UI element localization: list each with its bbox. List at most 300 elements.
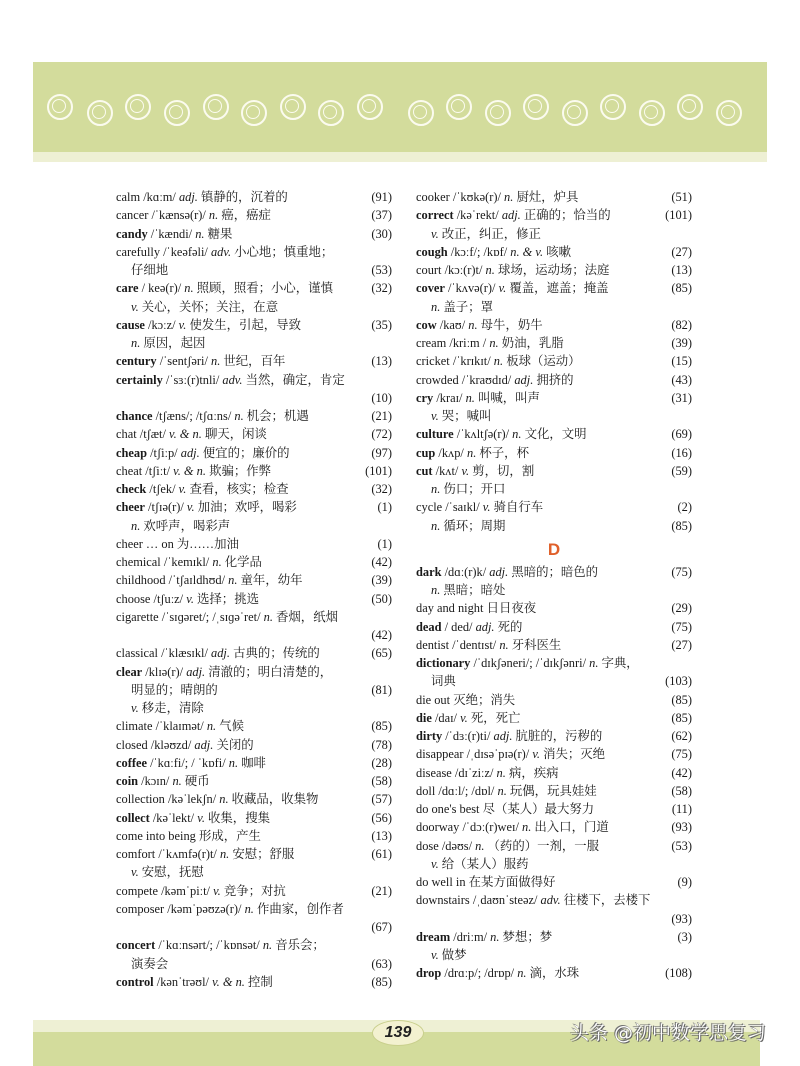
entry-part-of-speech: v. [482,500,491,515]
vocab-entry [416,618,692,636]
entry-part-of-speech: v. [131,865,139,880]
vocab-entry [116,498,392,516]
entry-part-of-speech: adj. [178,190,198,204]
ring-icon [47,94,73,120]
entry-continuation [416,480,692,498]
entry-page-ref: (82) [671,317,692,332]
entry-page-ref: (75) [671,619,692,634]
entry-page-ref: (85) [671,692,692,707]
entry-phonetic: /kəˈlekt/ [152,810,195,825]
entry-definition: 音乐会； [275,938,325,953]
entry-definition: 做梦 [441,948,467,962]
entry-word: cover [416,281,445,296]
entry-page-ref: (57) [371,792,392,807]
vocab-entry [416,964,692,982]
entry-part-of-speech: n. [431,482,441,496]
entry-page-ref: (39) [671,336,692,350]
entry-definition: 咖啡 [241,755,266,770]
entry-page-ref: (78) [371,737,392,752]
entry-word: crowded [416,372,459,387]
entry-word: candy [116,226,148,241]
vocab-entry [416,425,692,443]
entry-page-ref: (42) [671,765,692,780]
entry-part-of-speech: n. & v. [510,244,544,259]
entry-definition: 黑暗的；暗色的 [511,564,599,579]
vocab-entry [116,608,392,626]
entry-definition: 日日夜夜 [486,601,537,616]
entry-definition: 牙科医生 [511,637,562,652]
vocab-entry [416,188,692,206]
entry-word: composer [116,901,165,916]
entry-phonetic: /ˈkrɪkɪt/ [452,354,491,369]
entry-part-of-speech: v. [532,747,541,762]
entry-phonetic: /ˈkʌmfə(r)t/ [158,847,217,861]
entry-part-of-speech: n. [431,299,441,314]
entry-definition: 为……加油 [176,536,239,551]
entry-phonetic: /ˈkemɪkl/ [163,555,210,569]
entry-word: dictionary [416,656,471,670]
entry-phonetic: /tʃɪə(r)/ [148,500,184,515]
entry-part-of-speech: adj. [501,208,521,223]
vocab-entry [416,636,692,654]
entry-page-ref: (9) [677,875,692,889]
entry-part-of-speech: n. [431,583,441,597]
entry-continuation [416,581,692,599]
entry-definition: 奶油，乳脂 [501,336,564,350]
entry-word: collect [116,810,150,825]
entry-continuation [116,334,392,352]
entry-definition: 死的 [497,619,523,634]
entry-definition: 球场，运动场；法庭 [497,263,610,277]
vocab-entry [116,644,392,662]
entry-part-of-speech: adj. [180,445,200,460]
entry-page-ref: (56) [371,810,392,825]
entry-page-ref: (30) [371,226,392,241]
vocab-entry [116,535,392,553]
entry-part-of-speech: v. [431,856,439,871]
entry-part-of-speech: v. [431,948,439,962]
entry-page-ref: (63) [371,956,392,971]
entry-phonetic: /kaʊ/ [439,317,466,332]
entry-definition: 便宜的；廉价的 [202,445,290,460]
entry-page-ref: (13) [671,263,692,277]
ring-icon [446,94,472,120]
entry-part-of-speech: n. [517,966,527,981]
entry-phonetic: /ˈkænsə(r)/ [151,208,206,223]
entry-definition: 童年，幼年 [240,573,303,588]
vocab-entry [416,837,692,855]
entry-part-of-speech: n. [206,719,217,734]
vocab-entry [416,316,692,334]
vocab-entry [416,654,692,672]
entry-word: check [116,482,147,496]
vocab-entry [416,745,692,763]
entry-continuation [116,699,392,717]
entry-word: comfort [116,847,156,861]
entry-word: doorway [416,820,460,835]
entry-definition: 板球（运动） [506,354,581,369]
entry-definition: 消失；灭绝 [543,747,606,762]
vocab-entry [116,352,392,370]
entry-page-ref: (93) [671,820,692,835]
vocab-entry [416,444,692,462]
entry-page-ref: (72) [371,427,392,442]
entry-definition: 改正，纠正，修正 [441,226,541,241]
vocab-entry [416,599,692,617]
entry-part-of-speech: v. & n. [169,427,202,442]
entry-definition: 骑自行车 [493,500,544,515]
entry-phonetic: /dɪˈziːz/ [454,765,494,780]
entry-word: carefully [116,244,161,259]
entry-page-ref: (53) [371,263,392,277]
ring-icon [203,94,229,120]
entry-part-of-speech: adj. [186,664,206,679]
entry-phonetic: /kriːm / [449,336,487,350]
vocab-entry [416,800,692,818]
vocab-entry [116,663,392,681]
entry-definition: 欢呼声，喝彩声 [143,518,231,533]
entry-definition: 演奏会 [131,956,169,971]
entry-phonetic: /klɪə(r)/ [145,664,184,679]
entry-page-ref: (1) [377,536,392,551]
entry-definition: 玩偶，玩具娃娃 [509,783,597,798]
vocab-entry [116,480,392,498]
entry-definition: 字典， [601,656,639,670]
entry-part-of-speech: n. [512,427,522,442]
entry-phonetic: /ˈdɜː(r)ti/ [445,729,491,743]
entry-continuation [416,225,692,243]
entry-page-ref: (93) [671,911,692,926]
entry-part-of-speech: v. [498,281,507,296]
entry-part-of-speech: v. [186,500,195,515]
entry-definition: 选择；挑选 [197,591,259,606]
entry-word: cry [416,390,434,405]
entry-phonetic: /dəʊs/ [441,838,473,853]
entry-part-of-speech: n. [468,317,478,332]
entry-page-ref: (85) [671,281,692,296]
entry-definition: 加油；欢呼，喝彩 [197,500,297,515]
entry-phonetic: /ˈkʌvə(r)/ [448,281,496,296]
entry-part-of-speech: adv. [222,372,243,387]
ring-icon [677,94,703,120]
entry-definition: 往楼下，去楼下 [563,893,651,908]
ring-icon [716,100,742,126]
entry-definition: 梦想；梦 [502,929,553,944]
entry-definition: 古典的；传统的 [233,646,320,661]
entry-word: cheap [116,445,147,460]
entry-page-ref: (37) [371,208,392,223]
entry-continuation [116,517,392,535]
entry-part-of-speech: n. [244,901,254,916]
entry-word: compete [116,883,158,898]
vocab-entry [116,754,392,772]
entry-word: closed [116,737,148,752]
vocab-entry [116,772,392,790]
entry-part-of-speech: n. [172,774,182,788]
entry-definition: 关心，关怀；关注，在意 [141,299,279,314]
entry-definition: 竞争；对抗 [223,883,286,898]
entry-word: clear [116,664,143,679]
entry-word: cricket [416,354,450,369]
ring-icon [408,100,434,126]
entry-continuation [116,863,392,881]
ring-icon [600,94,626,120]
entry-part-of-speech: n. [589,656,599,670]
entry-word: dream [416,929,451,944]
entry-definition: 肮脏的，污秽的 [515,729,603,743]
entry-page-ref: (67) [371,920,392,934]
entry-part-of-speech: n. [467,445,477,460]
entry-phonetic: /kəˈlekʃn/ [167,792,217,807]
entry-phonetic: /ˈtʃaɪldhʊd/ [168,573,226,588]
entry-phonetic: /kəmˈpiːt/ [161,883,210,898]
vocab-entry [116,973,392,991]
entry-word: die [416,710,432,725]
vocab-entry [416,873,692,891]
entry-word: disappear [416,747,464,762]
vocab-entry [416,818,692,836]
entry-part-of-speech: v. [460,710,468,725]
entry-part-of-speech: adj. [194,737,214,752]
entry-page-ref: (50) [371,591,392,606]
entry-word: cow [416,317,437,332]
entry-definition: 滴，水珠 [529,966,580,981]
entry-word: collection [116,792,165,807]
entry-phonetic: /driːm/ [453,929,488,944]
entry-word: dentist [416,637,450,652]
entry-definition: 明显的；晴朗的 [131,682,218,697]
entry-definition: 拥挤的 [536,372,574,387]
entry-word: dark [416,564,442,579]
entry-page-ref: (85) [671,518,692,533]
entry-page-ref: (75) [671,747,692,762]
entry-part-of-speech: n. [485,263,495,277]
entry-page-ref: (13) [371,354,392,369]
entry-definition: 世纪，百年 [223,354,286,369]
vocab-entry [416,261,692,279]
entry-part-of-speech: v. [431,226,439,241]
entry-page-ref: (85) [371,974,392,989]
entry-continuation [116,955,392,973]
entry-page-ref: (81) [371,682,392,697]
entry-definition: 出入口，门道 [534,820,609,835]
entry-definition: 循环；周期 [443,518,506,533]
entry-part-of-speech: n. [131,518,141,533]
vocab-entry [416,928,692,946]
entry-definition: 叫喊，叫声 [477,390,540,405]
entry-continuation [416,910,692,928]
entry-definition: 照顾，照看；小心，谨慎 [196,281,333,296]
entry-page-ref: (1) [377,500,392,515]
entry-definition: 病，疾病 [508,765,559,780]
header-strip [33,152,767,162]
vocab-entry [116,188,392,206]
entry-definition: 仔细地 [131,263,169,277]
entry-definition: 黑暗；暗处 [443,583,506,597]
entry-phonetic: /kɔːf/; /kɒf/ [450,244,508,259]
vocab-entry [116,936,392,954]
entry-part-of-speech: v. [213,883,221,898]
entry-word: come into being [116,828,196,843]
entry-word: concert [116,938,156,953]
entry-part-of-speech: n. [212,555,222,569]
entry-definition: 关闭的 [216,737,254,752]
vocab-entry [116,407,392,425]
entry-definition: 欺骗；作弊 [209,463,272,478]
entry-phonetic: /dɑːl/; /dɒl/ [438,783,495,798]
entry-continuation [116,681,392,699]
entry-phonetic: /ˈsentʃəri/ [159,354,208,369]
vocab-entry [116,790,392,808]
entry-page-ref: (32) [371,281,392,296]
entry-part-of-speech: n. [499,637,509,652]
entry-word: classical [116,646,158,661]
entry-part-of-speech: v. [197,810,205,825]
entry-definition: 化学品 [224,555,262,569]
entry-phonetic: /kʌp/ [438,445,464,460]
entry-phonetic: /ˈdɪkʃəneri/; /ˈdɪkʃənri/ [473,656,587,670]
entry-part-of-speech: n. [131,336,141,350]
vocab-entry [416,462,692,480]
entry-part-of-speech: v. [186,591,194,606]
entry-definition: 癌，癌症 [221,208,271,223]
ring-icon [357,94,383,120]
entry-phonetic: /kraɪ/ [436,390,463,405]
vocab-entry [116,882,392,900]
entry-part-of-speech: n. [496,765,506,780]
vocab-entry [416,279,692,297]
vocab-entry [416,498,692,516]
entry-definition: 在某方面做得好 [468,875,556,889]
entry-phonetic: /ˌdɪsəˈpɪə(r)/ [466,747,530,762]
entry-phonetic: /kəˈrekt/ [456,208,499,223]
entry-part-of-speech: v. [461,463,470,478]
entry-phonetic: /tʃiːp/ [150,445,178,460]
entry-phonetic: /ˈkɑːfi/; / ˈkɒfi/ [150,755,226,770]
entry-phonetic: /ˈkʊkə(r)/ [452,190,501,204]
vocab-entry [416,891,692,909]
entry-phonetic: /ˈsɜː(r)tnli/ [165,372,220,387]
vocabulary-column-left [116,188,392,991]
vocab-entry [116,717,392,735]
entry-part-of-speech: n. [234,409,244,423]
entry-word: control [116,974,154,989]
entry-phonetic: /kəmˈpəʊzə(r)/ [167,901,242,916]
entry-continuation [116,389,392,407]
entry-word: dose [416,838,439,853]
entry-part-of-speech: n. [228,573,238,588]
entry-part-of-speech: n. [195,226,205,241]
entry-word: die out [416,692,451,707]
entry-page-ref: (27) [671,637,692,652]
entry-phonetic: /kɔɪn/ [141,774,170,788]
entry-page-ref: (91) [371,190,392,204]
watermark: 头条 @初中数学思复习 [570,1022,767,1044]
entry-definition: 清澈的；明白清楚的， [208,664,333,679]
page-number: 139 [372,1020,424,1046]
entry-definition: 安慰，抚慰 [141,865,204,880]
entry-definition: 咳嗽 [546,244,571,259]
entry-definition: 使发生，引起，导致 [189,317,301,332]
entry-part-of-speech: v. [131,701,139,715]
entry-page-ref: (16) [671,445,692,460]
entry-page-ref: (39) [371,573,392,588]
vocab-entry [416,709,692,727]
entry-word: cooker [416,190,450,204]
entry-word: childhood [116,573,166,588]
vocab-entry [116,900,392,918]
entry-phonetic: /ˈsɪɡəret/; /ˌsɪɡəˈret/ [161,609,261,624]
entry-definition: 厨灶，炉具 [516,190,579,204]
entry-continuation [116,261,392,279]
entry-continuation [416,946,692,964]
vocab-entry [116,845,392,863]
entry-phonetic: /kənˈtrəʊl/ [156,974,209,989]
entry-part-of-speech: adj. [514,372,534,387]
entry-page-ref: (13) [371,828,392,843]
entry-page-ref: (103) [665,674,692,689]
entry-word: climate [116,719,153,734]
entry-phonetic: /kɔː(r)t/ [444,263,483,277]
entry-word: drop [416,966,442,981]
entry-continuation [416,517,692,535]
vocab-entry [116,553,392,571]
entry-continuation [416,298,692,316]
vocab-entry [116,279,392,297]
entry-page-ref: (42) [371,555,392,569]
entry-part-of-speech: n. [262,938,273,953]
entry-definition: 移走，清除 [141,701,204,715]
entry-word: certainly [116,372,163,387]
entry-page-ref: (59) [671,463,692,478]
entry-word: cheer [116,500,145,515]
entry-word: cycle [416,500,443,515]
entry-word: century [116,354,157,369]
entry-definition: 糖果 [207,226,233,241]
ring-icon [318,100,344,126]
entry-definition: 机会；机遇 [246,409,309,423]
entry-part-of-speech: n. [522,820,532,835]
entry-definition: 杯子，杯 [479,445,529,460]
entry-phonetic: / keə(r)/ [141,281,182,296]
entry-definition: （药的）一剂，一服 [487,838,600,853]
entry-word: cancer [116,208,149,223]
entry-continuation [116,626,392,644]
entry-definition: 词典 [431,674,456,689]
entry-definition: 死，死亡 [470,710,521,725]
vocab-entry [116,371,392,389]
entry-page-ref: (51) [671,190,692,204]
vocab-entry [116,736,392,754]
entry-word: coffee [116,755,147,770]
entry-page-ref: (15) [671,354,692,369]
vocab-entry [116,590,392,608]
entry-definition: 镇静的，沉着的 [201,190,288,204]
entry-definition: 控制 [248,974,273,989]
entry-part-of-speech: adv. [540,893,561,908]
vocab-entry [116,425,392,443]
entry-page-ref: (101) [665,208,692,223]
entry-page-ref: (108) [665,966,692,981]
vocab-entry [116,225,392,243]
entry-page-ref: (85) [671,710,692,725]
entry-continuation [116,298,392,316]
entry-definition: 文化，文明 [524,427,587,442]
entry-definition: 覆盖，遮盖；掩盖 [509,281,609,296]
entry-definition: 尽（某人）最大努力 [482,802,595,816]
entry-part-of-speech: adj. [475,619,495,634]
entry-phonetic: /kɑːm/ [143,190,176,204]
